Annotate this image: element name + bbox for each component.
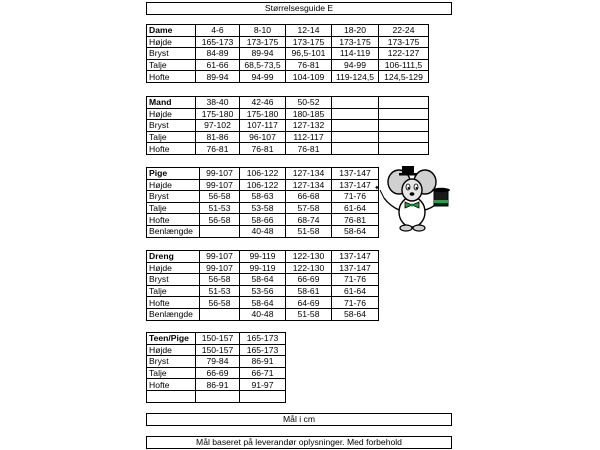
row-label-cell: Højde <box>147 179 200 191</box>
size-value-cell: 58-64 <box>240 297 286 309</box>
row-label-cell: Talje <box>147 59 196 71</box>
row-label-cell: Hofte <box>147 379 196 391</box>
size-value-cell: 175-180 <box>240 108 286 120</box>
size-value-cell: 53-58 <box>240 202 286 214</box>
row-label-cell: Højde <box>147 344 196 356</box>
size-value-cell: 61-64 <box>332 202 379 214</box>
size-value-cell: 57-58 <box>286 202 332 214</box>
row-label-cell: Talje <box>147 202 200 214</box>
table-row <box>147 367 286 379</box>
row-label-cell: Bryst <box>147 356 196 368</box>
row-label-cell: Bryst <box>147 120 196 132</box>
table-header-row <box>147 251 379 263</box>
table-row <box>147 143 429 155</box>
size-value-cell: 50-52 <box>286 97 332 109</box>
size-value-cell <box>332 108 379 120</box>
table-row <box>147 356 286 368</box>
row-label-cell: Hofte <box>147 297 200 309</box>
size-value-cell: 56-58 <box>200 214 240 226</box>
row-label-cell: Bryst <box>147 191 200 203</box>
row-label-cell: Højde <box>147 36 196 48</box>
table-row <box>147 285 379 297</box>
table-row <box>147 214 379 226</box>
size-value-cell: 51-58 <box>286 308 332 320</box>
size-value-cell: 99-107 <box>200 168 240 180</box>
size-value-cell: 76-81 <box>240 143 286 155</box>
table-row <box>147 179 379 191</box>
size-value-cell: 58-66 <box>240 214 286 226</box>
size-value-cell: 40-48 <box>240 308 286 320</box>
row-label-cell: Benlængde <box>147 225 200 237</box>
row-label-cell: Bryst <box>147 48 196 60</box>
size-value-cell: 12-14 <box>286 25 332 37</box>
size-value-cell: 99-107 <box>200 179 240 191</box>
size-value-cell: 71-76 <box>332 297 379 309</box>
table-row <box>147 225 379 237</box>
size-value-cell: 56-58 <box>200 191 240 203</box>
size-value-cell: 61-66 <box>196 59 240 71</box>
size-value-cell: 99-107 <box>200 251 240 263</box>
footer-note: Mål baseret på leverandør oplysninger. Med forbehold <box>146 436 452 449</box>
size-value-cell: 175-180 <box>196 108 240 120</box>
table-header-row <box>147 168 379 180</box>
size-value-cell: 58-63 <box>240 191 286 203</box>
size-value-cell: 51-53 <box>200 202 240 214</box>
size-value-cell: 114-119 <box>332 48 379 60</box>
unit-note: Mål i cm <box>146 413 452 426</box>
table-title-cell: Dame <box>147 25 196 37</box>
size-value-cell: 38-40 <box>196 97 240 109</box>
size-value-cell: 76-81 <box>196 143 240 155</box>
size-table-dame <box>146 24 429 83</box>
size-value-cell <box>200 308 240 320</box>
size-value-cell: 165-173 <box>240 333 286 345</box>
size-value-cell: 127-134 <box>286 179 332 191</box>
size-value-cell: 22-24 <box>379 25 429 37</box>
size-value-cell: 56-58 <box>200 297 240 309</box>
table-row <box>147 59 429 71</box>
size-value-cell <box>379 131 429 143</box>
row-label-cell: Talje <box>147 285 200 297</box>
size-value-cell: 68-74 <box>286 214 332 226</box>
size-value-cell <box>332 131 379 143</box>
size-value-cell: 107-117 <box>240 120 286 132</box>
table-row <box>147 191 379 203</box>
size-value-cell: 58-64 <box>332 308 379 320</box>
size-value-cell: 173-175 <box>379 36 429 48</box>
size-value-cell: 97-102 <box>196 120 240 132</box>
size-value-cell: 76-81 <box>332 214 379 226</box>
size-value-cell: 99-119 <box>240 251 286 263</box>
size-value-cell: 106-122 <box>240 168 286 180</box>
row-label-cell: Højde <box>147 262 200 274</box>
size-value-cell: 91-97 <box>240 379 286 391</box>
table-row <box>147 274 379 286</box>
size-value-cell <box>332 120 379 132</box>
size-value-cell: 104-109 <box>286 71 332 83</box>
row-label-cell: Bryst <box>147 274 200 286</box>
table-title-cell: Pige <box>147 168 200 180</box>
size-value-cell: 66-69 <box>196 367 240 379</box>
size-value-cell: 106-111,5 <box>379 59 429 71</box>
size-value-cell: 150-157 <box>196 344 240 356</box>
size-value-cell: 40-48 <box>240 225 286 237</box>
table-row <box>147 120 429 132</box>
size-value-cell: 86-91 <box>196 379 240 391</box>
size-value-cell: 56-58 <box>200 274 240 286</box>
size-value-cell <box>196 390 240 402</box>
size-value-cell: 76-81 <box>286 59 332 71</box>
size-table-mand <box>146 96 429 155</box>
size-value-cell: 122-130 <box>286 251 332 263</box>
size-value-cell: 64-69 <box>286 297 332 309</box>
size-value-cell: 150-157 <box>196 333 240 345</box>
row-label-cell: Hofte <box>147 71 196 83</box>
size-value-cell: 124,5-129 <box>379 71 429 83</box>
size-value-cell: 84-89 <box>196 48 240 60</box>
size-value-cell: 96-107 <box>240 131 286 143</box>
table-row <box>147 108 429 120</box>
size-value-cell: 173-175 <box>332 36 379 48</box>
size-value-cell: 122-127 <box>379 48 429 60</box>
row-label-cell: Talje <box>147 367 196 379</box>
size-value-cell: 89-94 <box>196 71 240 83</box>
size-value-cell: 81-86 <box>196 131 240 143</box>
size-value-cell: 99-119 <box>240 262 286 274</box>
row-label-cell: Hofte <box>147 214 200 226</box>
size-table-pige <box>146 167 379 238</box>
size-value-cell <box>379 143 429 155</box>
size-table-teen <box>146 332 286 403</box>
size-value-cell: 53-56 <box>240 285 286 297</box>
size-value-cell: 51-58 <box>286 225 332 237</box>
size-value-cell: 58-64 <box>240 274 286 286</box>
size-value-cell: 86-91 <box>240 356 286 368</box>
size-value-cell: 137-147 <box>332 168 379 180</box>
table-title-cell: Mand <box>147 97 196 109</box>
size-value-cell: 94-99 <box>332 59 379 71</box>
size-value-cell <box>240 390 286 402</box>
size-value-cell: 173-175 <box>286 36 332 48</box>
size-value-cell: 119-124,5 <box>332 71 379 83</box>
size-value-cell: 66-71 <box>240 367 286 379</box>
table-row <box>147 344 286 356</box>
size-value-cell: 58-64 <box>332 225 379 237</box>
size-table-dreng <box>146 250 379 321</box>
size-value-cell: 137-147 <box>332 179 379 191</box>
size-value-cell <box>200 225 240 237</box>
size-value-cell <box>379 97 429 109</box>
size-value-cell <box>379 120 429 132</box>
size-value-cell <box>332 143 379 155</box>
page-title: Størrelsesguide E <box>146 2 452 15</box>
table-row <box>147 71 429 83</box>
size-value-cell: 79-84 <box>196 356 240 368</box>
size-value-cell: 71-76 <box>332 274 379 286</box>
table-header-row <box>147 97 429 109</box>
size-value-cell: 180-185 <box>286 108 332 120</box>
size-value-cell: 71-76 <box>332 191 379 203</box>
size-value-cell: 165-173 <box>196 36 240 48</box>
table-row <box>147 36 429 48</box>
table-row <box>147 48 429 60</box>
size-value-cell: 112-117 <box>286 131 332 143</box>
size-value-cell: 137-147 <box>332 251 379 263</box>
size-value-cell: 96,5-101 <box>286 48 332 60</box>
row-label-cell: Talje <box>147 131 196 143</box>
size-value-cell: 106-122 <box>240 179 286 191</box>
size-value-cell: 127-134 <box>286 168 332 180</box>
mascot-mouse-illustration <box>368 160 458 235</box>
svg-text:✦: ✦ <box>374 184 380 192</box>
table-row <box>147 390 286 402</box>
size-value-cell: 137-147 <box>332 262 379 274</box>
size-value-cell: 68,5-73,5 <box>240 59 286 71</box>
table-row <box>147 297 379 309</box>
size-value-cell: 58-61 <box>286 285 332 297</box>
size-value-cell: 173-175 <box>240 36 286 48</box>
table-title-cell: Dreng <box>147 251 200 263</box>
table-row <box>147 308 379 320</box>
size-value-cell: 8-10 <box>240 25 286 37</box>
size-value-cell: 42-46 <box>240 97 286 109</box>
size-value-cell <box>332 97 379 109</box>
row-label-cell: Benlængde <box>147 308 200 320</box>
size-value-cell: 99-107 <box>200 262 240 274</box>
row-label-cell: Højde <box>147 108 196 120</box>
table-title-cell: Teen/Pige <box>147 333 196 345</box>
table-row <box>147 131 429 143</box>
size-value-cell: 94-99 <box>240 71 286 83</box>
size-value-cell: 165-173 <box>240 344 286 356</box>
size-value-cell: 122-130 <box>286 262 332 274</box>
size-value-cell: 51-53 <box>200 285 240 297</box>
table-header-row <box>147 333 286 345</box>
size-value-cell: 18-20 <box>332 25 379 37</box>
size-value-cell <box>379 108 429 120</box>
size-value-cell: 66-68 <box>286 191 332 203</box>
table-row <box>147 262 379 274</box>
table-row <box>147 202 379 214</box>
size-value-cell: 89-94 <box>240 48 286 60</box>
table-row <box>147 379 286 391</box>
size-value-cell: 4-6 <box>196 25 240 37</box>
size-value-cell: 76-81 <box>286 143 332 155</box>
size-value-cell: 66-69 <box>286 274 332 286</box>
size-value-cell: 127-132 <box>286 120 332 132</box>
row-label-cell: Hofte <box>147 143 196 155</box>
table-header-row <box>147 25 429 37</box>
row-label-cell <box>147 390 196 402</box>
size-value-cell: 61-64 <box>332 285 379 297</box>
